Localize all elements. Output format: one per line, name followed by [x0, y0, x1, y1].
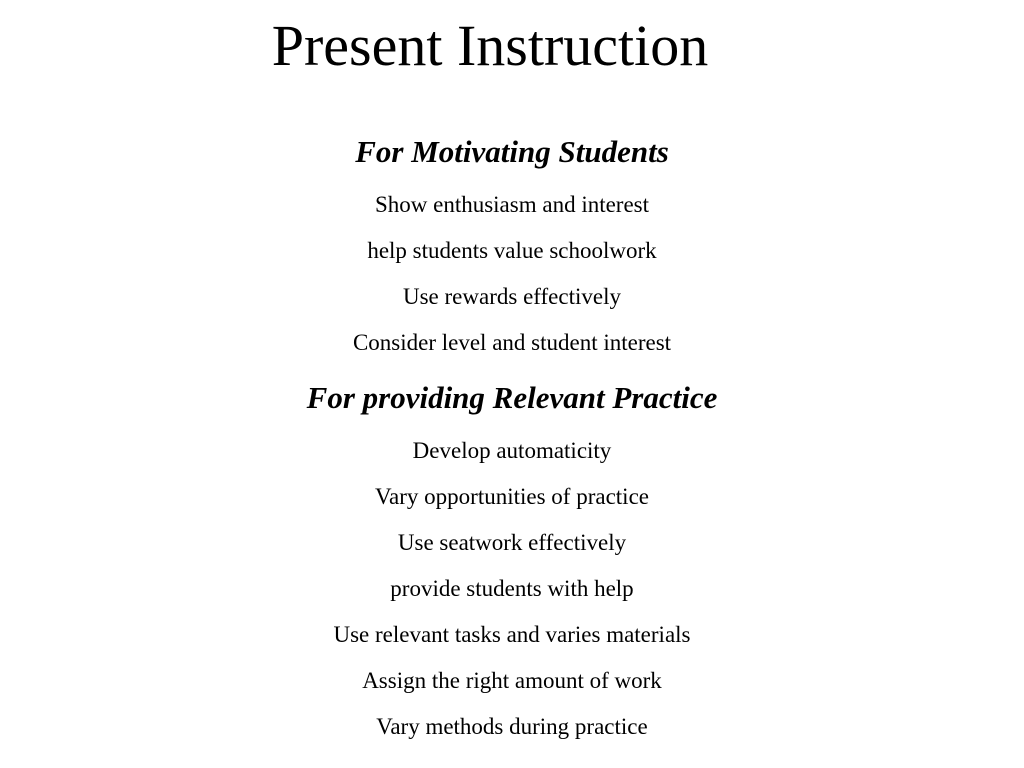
- list-item: Show enthusiasm and interest: [374, 192, 650, 217]
- list-item: Use relevant tasks and varies materials: [333, 622, 691, 647]
- list-item: Consider level and student interest: [352, 330, 672, 355]
- list-item: Vary opportunities of practice: [375, 484, 649, 509]
- section-heading-practice: For providing Relevant Practice: [306, 380, 718, 415]
- list-item: provide students with help: [390, 576, 634, 601]
- list-item: Develop automaticity: [412, 438, 612, 463]
- list-item: Use seatwork effectively: [397, 530, 627, 555]
- list-item: Assign the right amount of work: [362, 668, 662, 693]
- list-item: Vary methods during practice: [376, 714, 648, 739]
- list-item: Use rewards effectively: [403, 284, 621, 309]
- slide-title: Present Instruction: [271, 13, 709, 78]
- list-item: help students value schoolwork: [367, 238, 657, 263]
- section-heading-motivating: For Motivating Students: [355, 134, 669, 169]
